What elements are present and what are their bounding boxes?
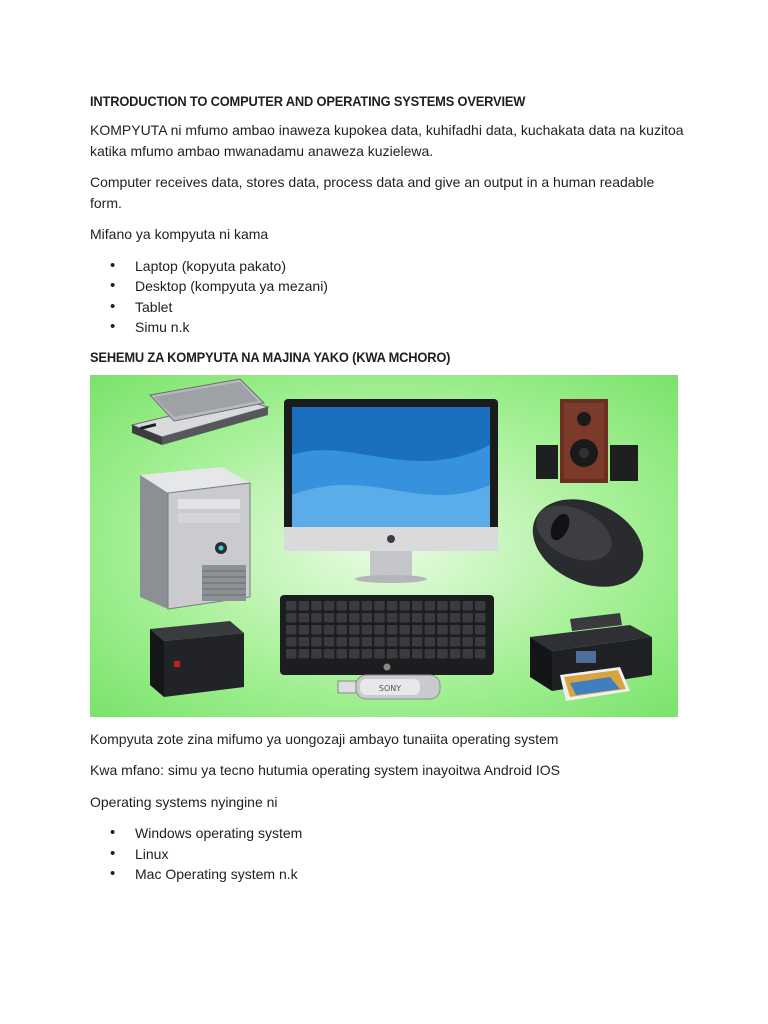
keyboard-key (299, 637, 310, 647)
keyboard-key (425, 613, 436, 623)
keyboard-key (412, 613, 423, 623)
list-item: • Tablet (90, 297, 690, 318)
keyboard-key (387, 613, 398, 623)
keyboard-key (437, 649, 448, 659)
keyboard-key (311, 637, 322, 647)
keyboard-key (374, 637, 385, 647)
keyboard-key (412, 601, 423, 611)
keyboard-key (299, 601, 310, 611)
keyboard-key (437, 613, 448, 623)
computer-parts-illustration (90, 375, 678, 717)
keyboard-key (286, 601, 297, 611)
keyboard-key (336, 601, 347, 611)
keyboard-key (336, 625, 347, 635)
examples-list (90, 256, 690, 338)
keyboard-key (462, 613, 473, 623)
keyboard-key (450, 613, 461, 623)
list-item: • Laptop (kopyuta pakato) (90, 256, 690, 277)
keyboard-key (412, 637, 423, 647)
keyboard-key (387, 637, 398, 647)
keyboard-key (450, 637, 461, 647)
english-definition: Computer receives data, stores data, process data and give an output in a human readable form. (90, 174, 655, 211)
keyboard-key (450, 601, 461, 611)
scanner-icon (132, 379, 268, 445)
keyboard-key (437, 637, 448, 647)
mouse-icon (519, 482, 658, 604)
os-list (90, 823, 690, 885)
keyboard-key (399, 613, 410, 623)
swahili-definition: KOMPYUTA ni mfumo ambao inaweza kupokea data, kuhifadhi data, kuchakata data na kuzitoa katika mfumo ambao mwanadamu anaweza kuzielewa. (90, 122, 684, 159)
keyboard-key (299, 613, 310, 623)
printer-icon (530, 613, 652, 701)
keyboard-key (475, 613, 486, 623)
keyboard-key (324, 649, 335, 659)
keyboard-key (362, 625, 373, 635)
keyboard-key (437, 601, 448, 611)
examples-intro: Mifano ya kompyuta ni kama (90, 226, 269, 242)
keyboard-key (437, 625, 448, 635)
document-content (90, 93, 690, 885)
keyboard-key (374, 613, 385, 623)
keyboard-key (362, 613, 373, 623)
keyboard-key (462, 601, 473, 611)
keyboard-key (374, 601, 385, 611)
keyboard-icon (280, 595, 494, 675)
list-item: • Simu n.k (90, 317, 690, 338)
os-list-intro: Operating systems nyingine ni (90, 793, 278, 810)
keyboard-key (462, 637, 473, 647)
keyboard-key (399, 601, 410, 611)
keyboard-key (450, 649, 461, 659)
keyboard-key (311, 625, 322, 635)
list-item: • Windows operating system (90, 823, 690, 844)
keyboard-key (387, 601, 398, 611)
keyboard-key (299, 649, 310, 659)
keyboard-key (399, 637, 410, 647)
system-unit-icon (140, 467, 250, 609)
keyboard-key (475, 601, 486, 611)
keyboard-key (374, 649, 385, 659)
os-intro: Kompyuta zote zina mifumo ya uongozaji ambayo tunaiita operating system (90, 730, 559, 747)
keyboard-key (336, 613, 347, 623)
keyboard-key (311, 649, 322, 659)
keyboard-key (349, 625, 360, 635)
monitor-icon (284, 399, 498, 583)
keyboard-key (311, 613, 322, 623)
keyboard-key (399, 625, 410, 635)
keyboard-key (362, 601, 373, 611)
keyboard-key (462, 625, 473, 635)
keyboard-key (286, 625, 297, 635)
keyboard-key (362, 637, 373, 647)
page-title: INTRODUCTION TO COMPUTER AND OPERATING SYSTEMS OVERVIEW (90, 93, 526, 109)
speakers-icon (536, 399, 638, 483)
keyboard-key (399, 649, 410, 659)
os-example: Kwa mfano: simu ya tecno hutumia operating system inayoitwa Android IOS (90, 762, 561, 778)
keyboard-key (425, 625, 436, 635)
keyboard-key (324, 637, 335, 647)
keyboard-key (324, 613, 335, 623)
keyboard-key (299, 625, 310, 635)
keyboard-key (450, 625, 461, 635)
computer-parts-figure (90, 375, 678, 717)
keyboard-key (475, 637, 486, 647)
list-item: • Mac Operating system n.k (90, 864, 690, 885)
keyboard-key (286, 637, 297, 647)
keyboard-key (412, 649, 423, 659)
usb-drive-icon (338, 675, 440, 699)
usb-brand-label: SONY (378, 683, 402, 693)
keyboard-key (349, 601, 360, 611)
keyboard-key (425, 637, 436, 647)
keyboard-key (336, 637, 347, 647)
keyboard-key (324, 625, 335, 635)
keyboard-key (324, 601, 335, 611)
keyboard-key (475, 649, 486, 659)
keyboard-key (362, 649, 373, 659)
keyboard-key (336, 649, 347, 659)
keyboard-key (349, 649, 360, 659)
keyboard-key (412, 625, 423, 635)
keyboard-key (286, 613, 297, 623)
keyboard-key (286, 649, 297, 659)
section-title: SEHEMU ZA KOMPYUTA NA MAJINA YAKO (KWA MCHORO) (90, 348, 451, 365)
keyboard-key (311, 601, 322, 611)
keyboard-key (387, 625, 398, 635)
keyboard-key (349, 637, 360, 647)
keyboard-key (425, 649, 436, 659)
keyboard-key (425, 601, 436, 611)
keyboard-key (349, 613, 360, 623)
list-item: • Linux (90, 844, 690, 865)
list-item: • Desktop (kompyuta ya mezani) (90, 276, 690, 297)
keyboard-key (374, 625, 385, 635)
ups-icon (150, 621, 244, 697)
keyboard-key (462, 649, 473, 659)
keyboard-key (475, 625, 486, 635)
keyboard-key (387, 649, 398, 659)
